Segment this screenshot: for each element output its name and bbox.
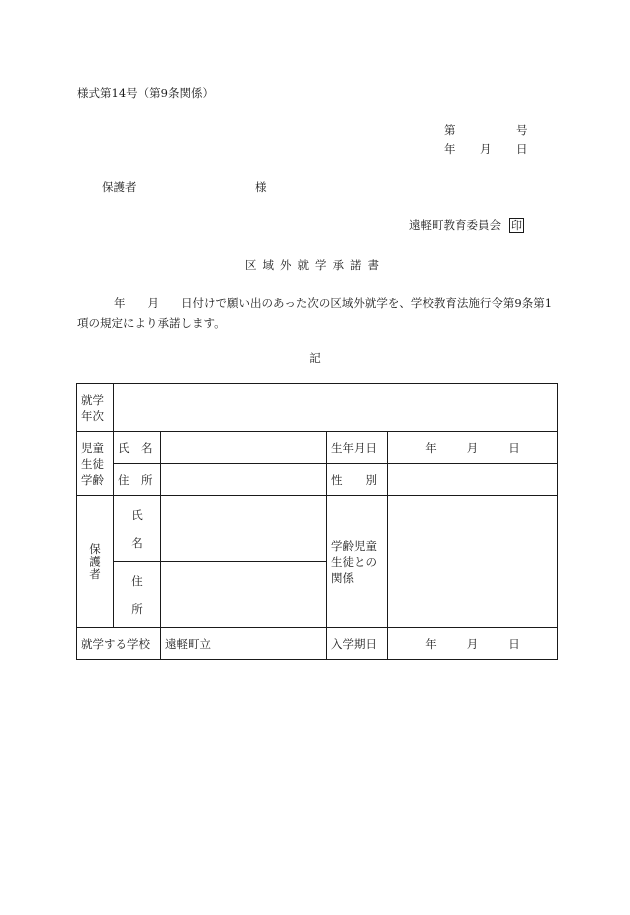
- body-paragraph: [77, 293, 557, 333]
- school-label: 就学する学校: [77, 628, 161, 660]
- guardian-label: 保護者: [77, 496, 114, 628]
- child-name-label: 氏 名: [114, 432, 161, 464]
- addressee-honorific: 様: [255, 180, 267, 194]
- school-row: [77, 628, 558, 660]
- document-title: 区域外就学承諾書: [245, 258, 385, 272]
- child-address-value: [161, 464, 327, 496]
- school-value: 遠軽町立: [161, 628, 327, 660]
- gender-value: [388, 464, 558, 496]
- form-number: 様式第14号（第9条関係）: [77, 86, 214, 100]
- body-year: 年: [114, 296, 126, 310]
- relation-label: 学齢児童 生徒との 関係: [327, 496, 388, 628]
- body-text: 日付けで願い出のあった次の区域外就学を、学校教育法施行令第9条第1項の規定により承諾します。: [77, 296, 553, 330]
- guardian-name-row: [77, 496, 558, 562]
- ki-heading: 記: [309, 351, 321, 365]
- gender-label: 性 別: [327, 464, 388, 496]
- body-month: 月: [147, 296, 159, 310]
- addressee-label: 保護者: [102, 180, 137, 194]
- birth-date-label: 生年月日: [327, 432, 388, 464]
- grade-row: [77, 384, 558, 432]
- seal-mark: 印: [511, 219, 522, 232]
- guardian-name-value: [161, 496, 327, 562]
- enrollment-date-value: 年 月 日: [388, 628, 558, 660]
- grade-value: [114, 384, 558, 432]
- child-address-row: [77, 464, 558, 496]
- number-suffix: 号: [516, 123, 528, 137]
- enrollment-date-label: 入学期日: [327, 628, 388, 660]
- guardian-name-label: 氏 名: [114, 496, 161, 562]
- issue-month: 月: [480, 142, 492, 156]
- grade-label: 就学 年次: [77, 384, 114, 432]
- child-name-value: [161, 432, 327, 464]
- issue-year: 年: [444, 142, 456, 156]
- issue-day: 日: [516, 142, 528, 156]
- child-name-row: [77, 432, 558, 464]
- child-label: 児童 生徒 学齢: [77, 432, 114, 496]
- guardian-address-label: 住 所: [114, 562, 161, 628]
- number-prefix: 第: [444, 123, 456, 137]
- child-address-label: 住 所: [114, 464, 161, 496]
- details-table: [76, 383, 558, 660]
- relation-value: [388, 496, 558, 628]
- birth-date-value: 年 月 日: [388, 432, 558, 464]
- guardian-address-value: [161, 562, 327, 628]
- issuer-line: [409, 217, 524, 233]
- issuer-name: 遠軽町教育委員会: [409, 218, 501, 232]
